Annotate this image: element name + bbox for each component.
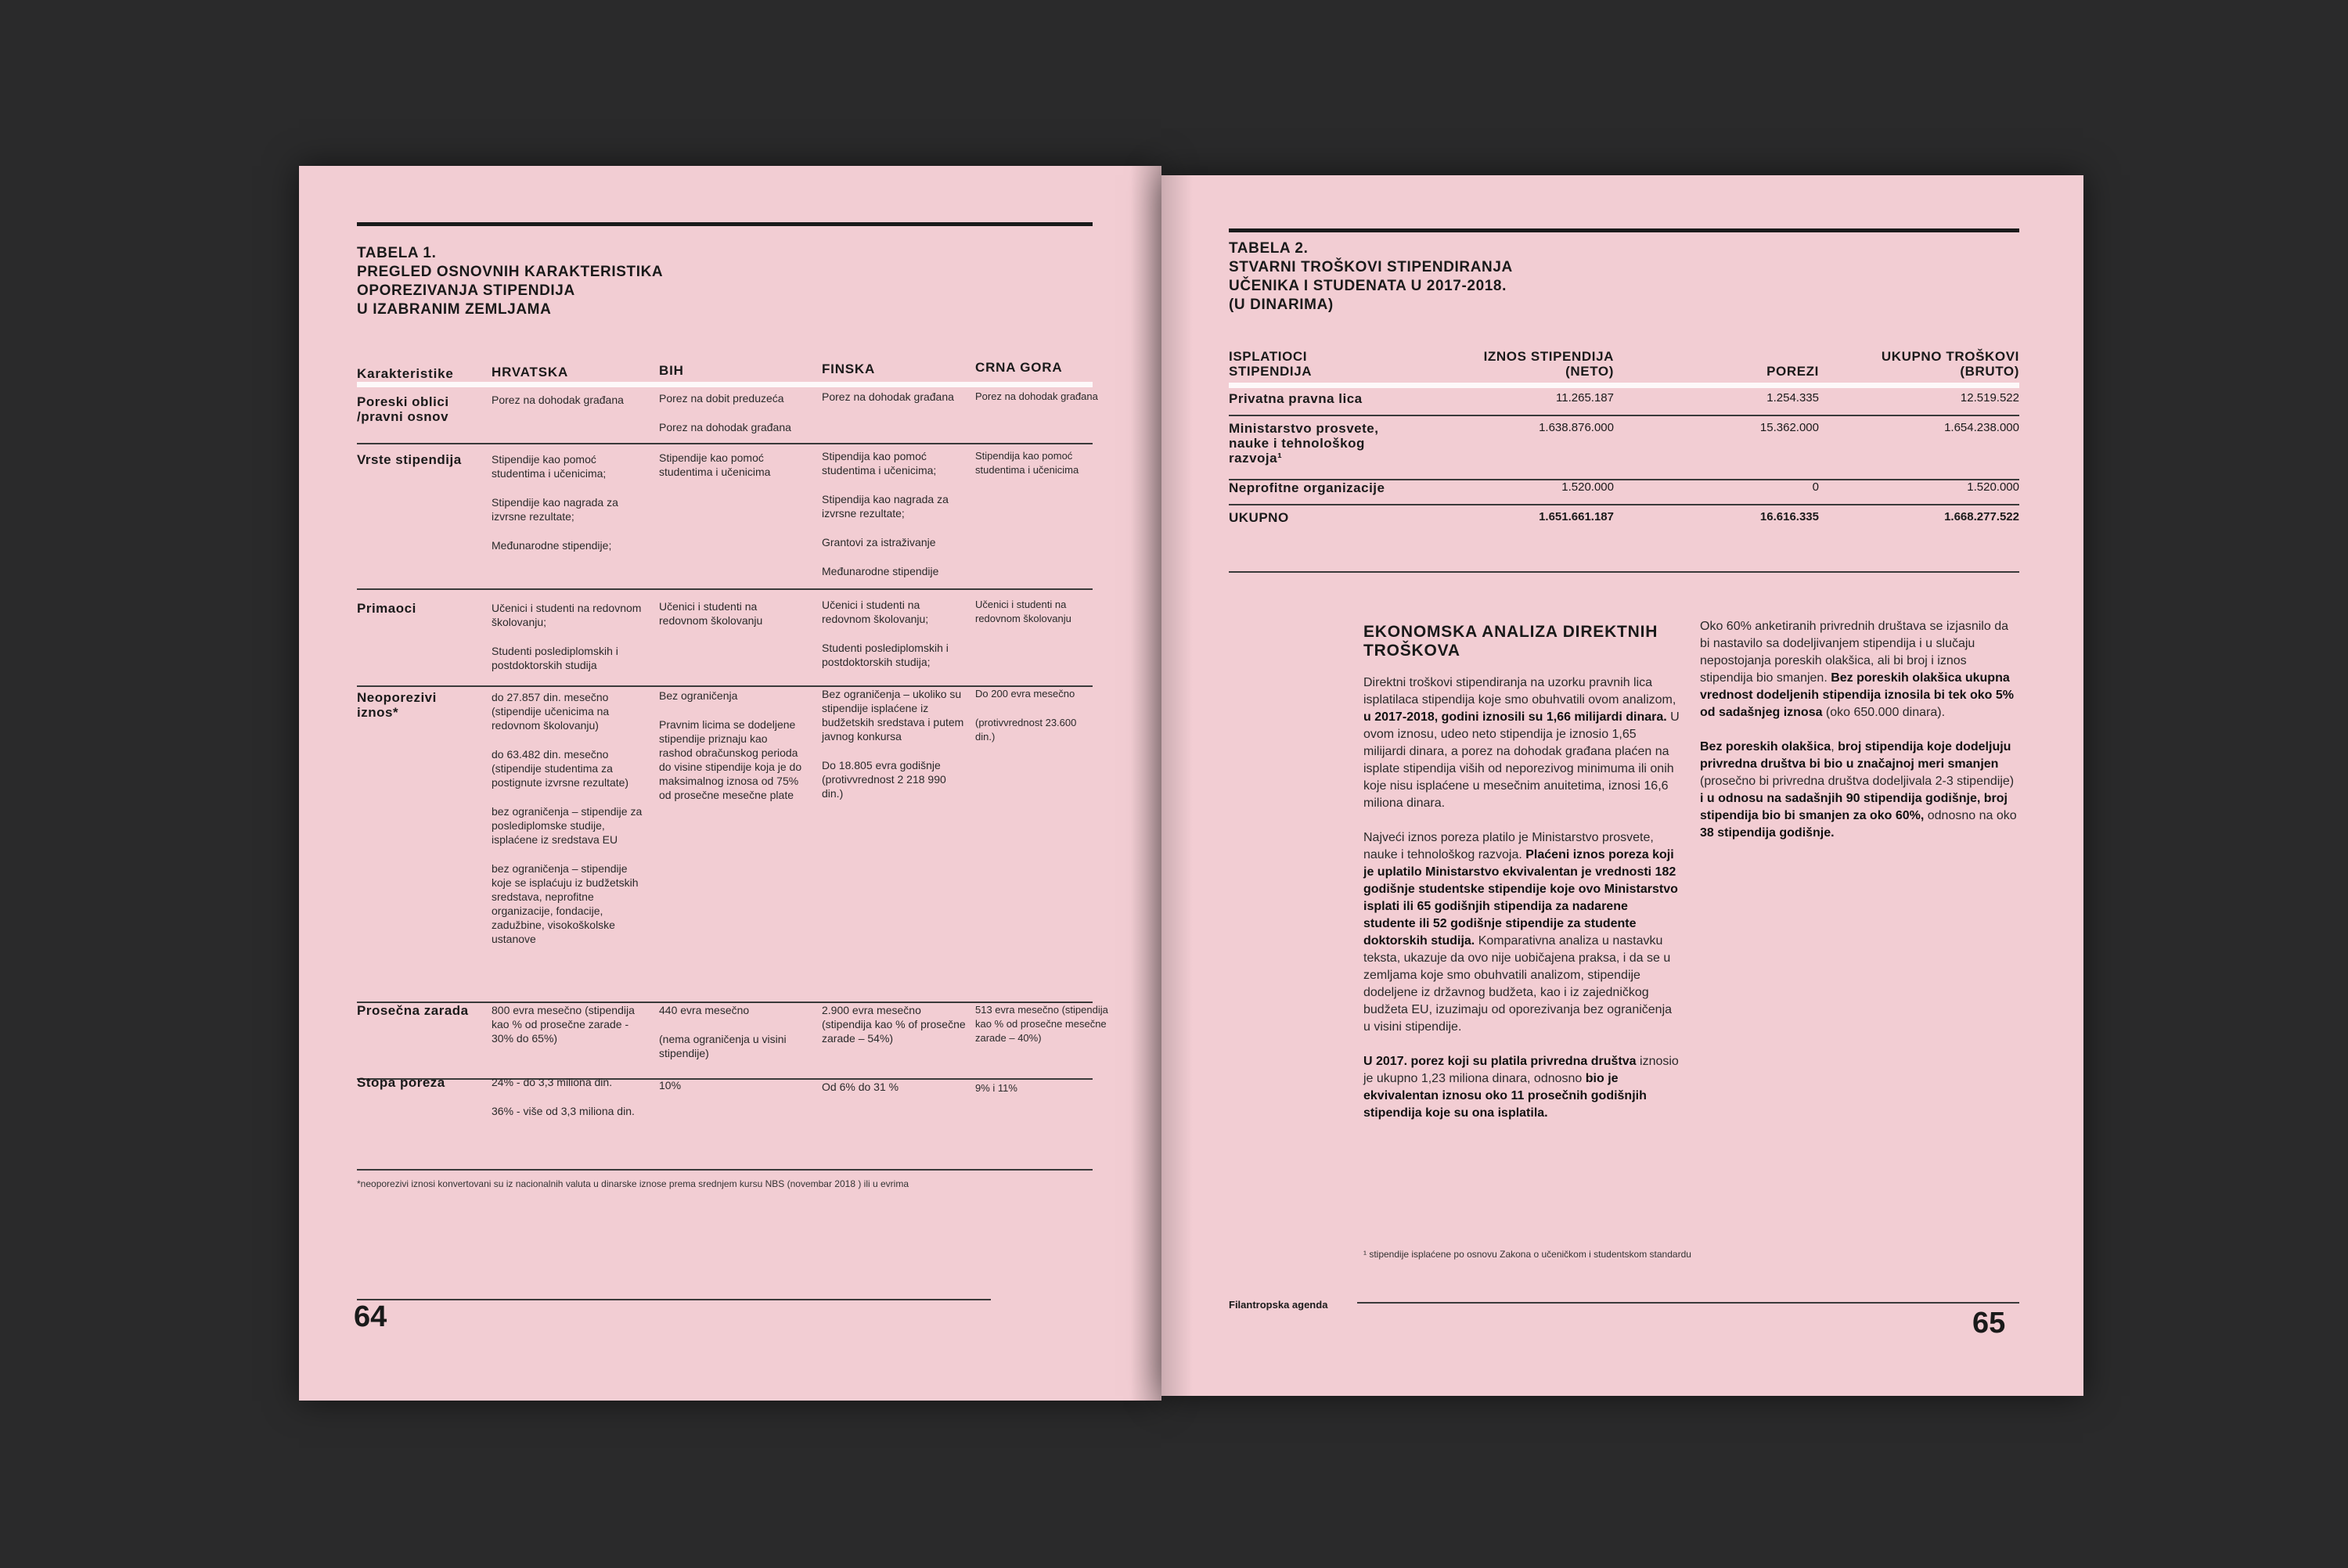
row-label-ministarstvo: Ministarstvo prosvete, nauke i tehnološkog razvoja¹ <box>1229 421 1379 466</box>
spine-shadow <box>1161 175 1193 1396</box>
cell-total: 1.668.277.522 <box>1944 510 2019 523</box>
body-column-1 <box>1363 674 1681 1139</box>
cell-bih: Porez na dobit preduzeća Porez na dohodak građana <box>659 392 791 433</box>
cell-amount: 1.651.661.187 <box>1539 510 1614 523</box>
footnote: *neoporezivi iznosi konvertovani su iz nacionalnih valuta u dinarske iznose prema srednjem kursu NBS (novembar 2018 ) ili u evrima <box>357 1178 909 1189</box>
cell-crna-gora: Učenici i studenti na redovnom školovanju <box>975 599 1071 624</box>
cell-bih: 440 evra mesečno (nema ograničenja u visini stipendije) <box>659 1004 787 1059</box>
title-line: UČENIKA I STUDENATA U 2017-2018. <box>1229 278 1507 294</box>
cell-amount: 1.638.876.000 <box>1539 421 1614 434</box>
cell-crna-gora: 513 evra mesečno (stipendija kao % od prosečne mesečne zarade – 40%) <box>975 1004 1108 1044</box>
paragraph: Najveći iznos poreza platilo je Ministarstvo prosvete, nauke i tehnološkog razvoja. Plaćeni iznos poreza koji je uplatilo Ministarstvo ekvivalentan je vrednosti 182 godišnje studentske stipendije koje ovo Ministarstvo isplati ili 65 godišnjih stipendija za nadarene studente ili 52 godišnje stipendije za studente doktorskih studija. Komparativna analiza u nastavku teksta, ukazuje da ovo nije uobičajena praksa, i da se u zemljama koje smo obuhvatili analizom, stipendije dodeljene iz državnog budžeta, kao i iz zajedničkog budžeta EU, izuzimaju od oporezivanja bez ograničenja u visini stipendije. <box>1363 831 1678 1034</box>
cell-crna-gora: Stipendija kao pomoć studentima i učenicima <box>975 450 1079 476</box>
cell-bih: Učenici i studenti na redovnom školovanju <box>659 600 763 627</box>
row-label-ukupno: UKUPNO <box>1229 510 1289 525</box>
cell-hrvatska: 800 evra mesečno (stipendija kao % od prosečne zarade - 30% do 65%) <box>492 1004 635 1045</box>
header-payers: ISPLATIOCI STIPENDIJA <box>1229 349 1313 379</box>
cell-total: 1.520.000 <box>1967 480 2019 494</box>
cell-finska: Stipendija kao pomoć studentima i učenicima; Stipendija kao nagrada za izvrsne rezultate; Grantovi za istraživanje Međunarodne stipendije <box>822 450 949 577</box>
header-total: UKUPNO TROŠKOVI (BRUTO) <box>1881 349 2019 379</box>
footnote: ¹ stipendije isplaćene po osnovu Zakona o učeničkom i studentskom standardu <box>1363 1249 1691 1260</box>
page-number: 64 <box>354 1300 387 1333</box>
left-page <box>299 166 1161 1401</box>
cell-finska: 2.900 evra mesečno (stipendija kao % of prosečne zarade – 54%) <box>822 1004 966 1045</box>
cell-taxes: 16.616.335 <box>1759 510 1819 523</box>
title-line: (U DINARIMA) <box>1229 297 1334 313</box>
col-header-hrvatska: HRVATSKA <box>492 365 569 379</box>
col-header-karakteristike: Karakteristike <box>357 366 454 381</box>
col-header-bih: BIH <box>659 363 684 378</box>
table-1-title <box>357 244 663 319</box>
cell-crna-gora: Porez na dohodak građana <box>975 390 1098 402</box>
cell-taxes: 15.362.000 <box>1759 421 1819 434</box>
cell-hrvatska: Stipendije kao pomoć studentima i učenicima; Stipendije kao nagrada za izvrsne rezultate; Međunarodne stipendije; <box>492 453 618 552</box>
row-label-vrste-stipendija: Vrste stipendija <box>357 452 462 467</box>
cell-taxes: 1.254.335 <box>1766 391 1819 405</box>
cell-amount: 11.265.187 <box>1556 391 1614 405</box>
cell-bih: Stipendije kao pomoć studentima i učenicima <box>659 451 771 478</box>
right-page <box>1161 175 2083 1396</box>
header-taxes: POREZI <box>1766 364 1819 379</box>
cell-total: 12.519.522 <box>1960 391 2019 405</box>
row-label-primaoci: Primaoci <box>357 601 416 616</box>
header-rule <box>357 382 1093 387</box>
page-number: 65 <box>1972 1307 2006 1340</box>
cell-finska: Od 6% do 31 % <box>822 1081 899 1093</box>
col-header-crna-gora: CRNA GORA <box>975 360 1063 375</box>
row-rule <box>1229 504 2019 505</box>
row-label-poreski-oblici: Poreski oblici /pravni osnov <box>357 394 449 424</box>
top-rule <box>357 222 1093 226</box>
row-label-prosecna-zarada: Prosečna zarada <box>357 1003 469 1018</box>
title-line: PREGLED OSNOVNIH KARAKTERISTIKA <box>357 264 664 280</box>
cell-finska: Bez ograničenja – ukoliko su stipendije isplaćene iz budžetskih sredstava i putem javnog konkursa Do 18.805 evra godišnje (protivvrednost 2 218 990 din.) <box>822 688 964 800</box>
cell-finska: Učenici i studenti na redovnom školovanju; Studenti poslediplomskih i postdoktorskih studija; <box>822 599 949 668</box>
footnote-rule <box>357 1169 1093 1171</box>
paragraph: Bez poreskih olakšica, broj stipendija koje dodeljuju privredna društva bi bio u značajnoj meri smanjen (prosečno bi privredna društva dodeljivala 2-3 stipendije) i u odnosu na sadašnjih 90 stipendija godišnje, broj stipendija bio bi smanjen za oko 60%, odnosno na oko 38 stipendija godišnje. <box>1700 740 2017 840</box>
cell-hrvatska: Porez na dohodak građana <box>492 394 624 406</box>
title-line: TABELA 1. <box>357 245 437 261</box>
top-rule <box>1229 228 2019 232</box>
cell-crna-gora: 9% i 11% <box>975 1082 1017 1094</box>
cell-hrvatska: 24% - do 3,3 miliona din. 36% - više od 3,3 miliona din. <box>492 1076 635 1117</box>
title-line: OPOREZIVANJA STIPENDIJA <box>357 282 575 299</box>
row-rule <box>357 443 1093 444</box>
title-line: STVARNI TROŠKOVI STIPENDIRANJA <box>1229 259 1513 275</box>
running-title: Filantropska agenda <box>1229 1299 1328 1311</box>
paragraph: U 2017. porez koji su platila privredna društva iznosio je ukupno 1,23 miliona dinara, odnosno bio je ekvivalentan iznosu oko 11 prosečnih godišnjih stipendija koje su ona isplatila. <box>1363 1055 1679 1120</box>
row-rule <box>1229 415 2019 416</box>
cell-amount: 1.520.000 <box>1561 480 1614 494</box>
row-label-neoporezivi-iznos: Neoporezivi iznos* <box>357 690 437 720</box>
section-rule <box>1229 571 2019 573</box>
cell-hrvatska: do 27.857 din. mesečno (stipendije učenicima na redovnom školovanju) do 63.482 din. mesečno (stipendije studentima za postignute izvrsne rezultate) bez ograničenja – stipendije za poslediplomske studije, isplaćene iz sredstava EU bez ograničenja – stipendije koje se isplaćuju iz budžetskih sredstava, neprofitne organizacije, fondacije, zadužbine, visokoškolske ustanove <box>492 691 643 945</box>
cell-crna-gora: Do 200 evra mesečno (protivvrednost 23.600 din.) <box>975 688 1077 743</box>
body-column-2 <box>1700 618 2019 859</box>
cell-bih: 10% <box>659 1079 682 1091</box>
row-rule <box>357 588 1093 590</box>
header-rule <box>1229 383 2019 388</box>
spine-shadow <box>1130 166 1161 1401</box>
row-label-privatna-pravna-lica: Privatna pravna lica <box>1229 391 1363 406</box>
row-label-neprofitne: Neprofitne organizacije <box>1229 480 1385 495</box>
bottom-rule <box>357 1299 991 1300</box>
row-label-stopa-poreza: Stopa poreza <box>357 1075 445 1090</box>
cell-total: 1.654.238.000 <box>1944 421 2019 434</box>
cell-hrvatska: Učenici i studenti na redovnom školovanju; Studenti poslediplomskih i postdoktorskih studija <box>492 602 642 671</box>
paragraph: Oko 60% anketiranih privrednih društava se izjasnilo da bi nastavilo sa dodeljivanjem stipendija i u slučaju nepostojanja poreskih olakšica, ali bi broj i iznos stipendija bio smanjen. Bez poreskih olakšica ukupna vrednost dodeljenih stipendija iznosila bi tek oko 5% od sadašnjeg iznosa (oko 650.000 dinara). <box>1700 620 2014 719</box>
bottom-rule <box>1357 1302 2019 1304</box>
cell-taxes: 0 <box>1812 480 1819 494</box>
cell-finska: Porez na dohodak građana <box>822 390 954 403</box>
title-line: TABELA 2. <box>1229 240 1309 257</box>
title-line: U IZABRANIM ZEMLJAMA <box>357 301 552 318</box>
cell-bih: Bez ograničenja Pravnim licima se dodeljene stipendije priznaju kao rashod obračunskog perioda do visine stipendije koja je do maksimalnog iznosa od 75% od prosečne mesečne plate <box>659 689 802 801</box>
paragraph: Direktni troškovi stipendiranja na uzorku pravnih lica isplatilaca stipendija koje smo obuhvatili ovom analizom, u 2017-2018, godini iznosili su 1,66 milijardi dinara. U ovom iznosu, udeo neto stipendija je iznosio 1,65 milijardi dinara, a porez na dohodak građana plaćen na isplate stipendija viših od neporezivog minimuma ili onih koje nisu isplaćene u mesečnim anuitetima, iznosi 16,6 miliona dinara. <box>1363 676 1680 810</box>
table-2-title <box>1229 239 1513 315</box>
col-header-finska: FINSKA <box>822 361 876 376</box>
section-title: EKONOMSKA ANALIZA DIREKTNIH TROŠKOVA <box>1363 623 1658 660</box>
header-amount: IZNOS STIPENDIJA (NETO) <box>1483 349 1614 379</box>
